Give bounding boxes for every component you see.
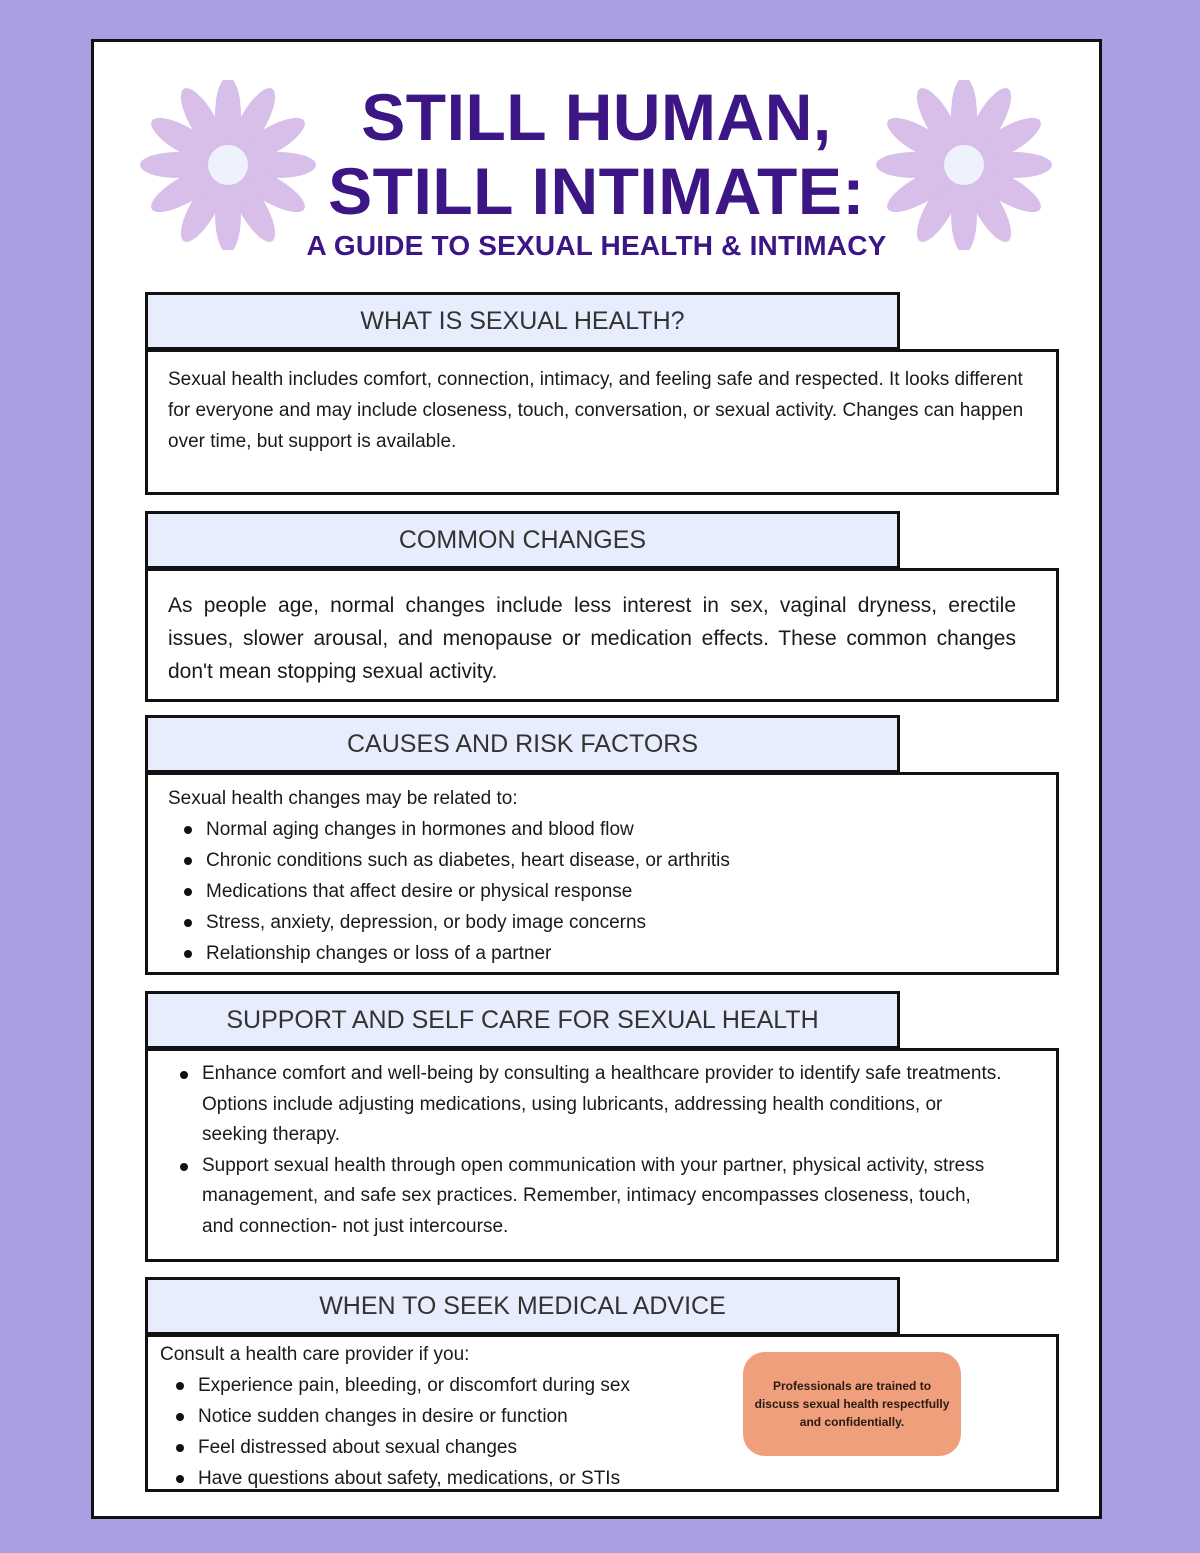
subtitle: A GUIDE TO SEXUAL HEALTH & INTIMACY	[306, 230, 887, 261]
section-body-changes: As people age, normal changes include less interest in sex, vaginal dryness, erectile issues, slower arousal, and menopause or medication effects. These common changes don't mean stopping sexual activity.	[168, 594, 1016, 683]
list-item: Have questions about safety, medications, or STIs	[198, 1463, 1036, 1494]
list-item: Support sexual health through open communication with your partner, physical activity, stress management, and safe sex practices. Remember, intimacy encompasses closeness, touch, and connection- not just intercourse.	[202, 1151, 1006, 1243]
support-list	[202, 1059, 1006, 1242]
title-line-1: STILL HUMAN,	[361, 80, 832, 154]
section-heading-support: SUPPORT AND SELF CARE FOR SEXUAL HEALTH	[145, 991, 900, 1049]
list-item: Relationship changes or loss of a partner	[206, 938, 1036, 969]
list-item: Experience pain, bleeding, or discomfort during sex	[198, 1370, 1036, 1401]
causes-list	[168, 814, 1036, 969]
section-box-changes	[145, 568, 1059, 702]
list-item: Feel distressed about sexual changes	[198, 1432, 1036, 1463]
section-box-support	[145, 1048, 1059, 1262]
section-box-what	[145, 349, 1059, 495]
flyer-page	[91, 39, 1102, 1519]
section-heading-advice: WHEN TO SEEK MEDICAL ADVICE	[145, 1277, 900, 1335]
section-heading-changes: COMMON CHANGES	[145, 511, 900, 569]
section-heading-what: WHAT IS SEXUAL HEALTH?	[145, 292, 900, 350]
professional-callout: Professionals are trained to discuss sexual health respectfully and confidentially.	[743, 1352, 961, 1456]
section-body-what: Sexual health includes comfort, connection, intimacy, and feeling safe and respected. It looks different for everyone and may include closeness, touch, conversation, or sexual activity. Changes can happen over time, but support is available.	[168, 369, 1024, 452]
list-item: Chronic conditions such as diabetes, heart disease, or arthritis	[206, 845, 1036, 876]
title-line-2: STILL INTIMATE:	[328, 154, 865, 228]
section-box-causes	[145, 772, 1059, 975]
list-item: Notice sudden changes in desire or function	[198, 1401, 1036, 1432]
causes-intro: Sexual health changes may be related to:	[168, 788, 518, 809]
list-item: Stress, anxiety, depression, or body image concerns	[206, 907, 1036, 938]
list-item: Enhance comfort and well-being by consulting a healthcare provider to identify safe treatments. Options include adjusting medications, using lubricants, addressing health conditions, or seeking therapy.	[202, 1059, 1006, 1151]
advice-intro: Consult a health care provider if you:	[160, 1344, 470, 1365]
list-item: Normal aging changes in hormones and blood flow	[206, 814, 1036, 845]
section-heading-causes: CAUSES AND RISK FACTORS	[145, 715, 900, 773]
list-item: Medications that affect desire or physical response	[206, 876, 1036, 907]
